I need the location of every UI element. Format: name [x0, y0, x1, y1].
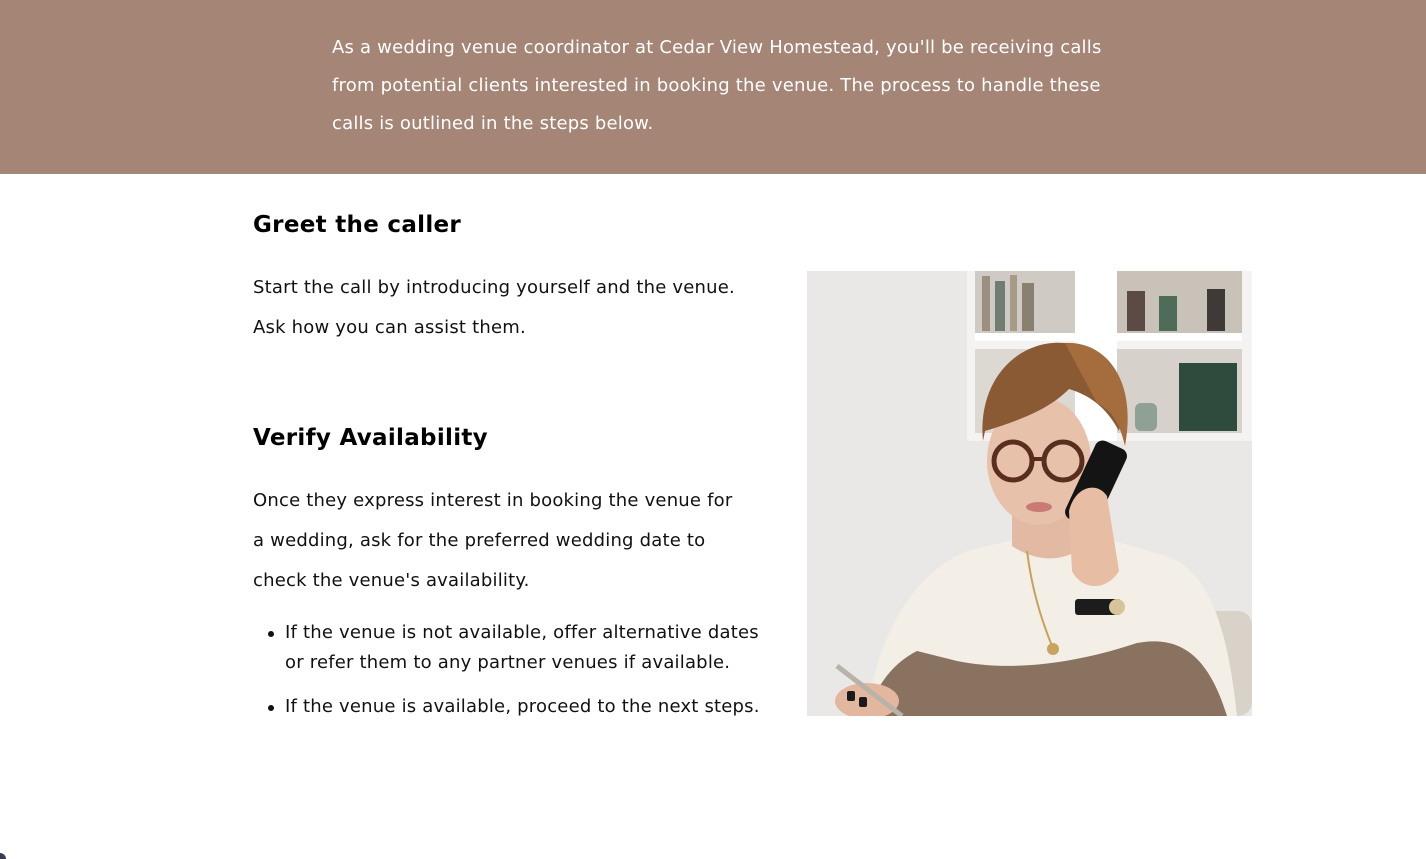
verify-heading: Verify Availability	[253, 425, 488, 451]
woman-on-phone-image	[807, 271, 1252, 716]
greet-heading: Greet the caller	[253, 212, 462, 238]
availability-list	[253, 618, 765, 736]
intro-text: As a wedding venue coordinator at Cedar View Homestead, you'll be receiving calls from potential clients interested in booking the venue. The process to handle these calls is outlined in the steps below.	[332, 37, 1102, 134]
greet-body: Start the call by introducing yourself and the venue. Ask how you can assist them.	[253, 277, 735, 338]
photo-illustration	[807, 271, 1252, 716]
verify-body: Once they express interest in booking the venue for a wedding, ask for the preferred wedding date to check the venue's availability.	[253, 490, 733, 591]
window-corner	[0, 853, 6, 859]
list-item-text: If the venue is available, proceed to the next steps.	[285, 696, 760, 717]
list-item-text: If the venue is not available, offer alternative dates or refer them to any partner venues if available.	[285, 622, 759, 673]
bullet-icon	[268, 705, 274, 711]
list-item	[285, 618, 765, 678]
bullet-icon	[268, 631, 274, 637]
list-item	[285, 692, 765, 722]
intro-banner	[0, 0, 1426, 174]
